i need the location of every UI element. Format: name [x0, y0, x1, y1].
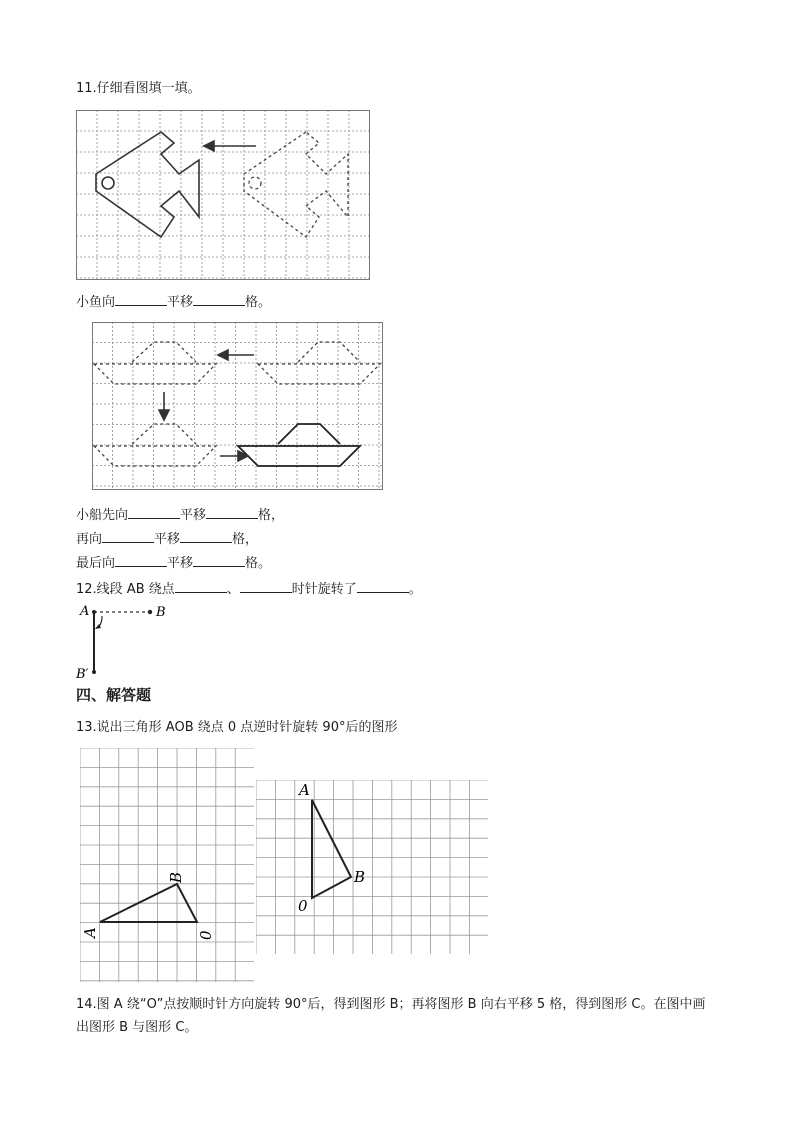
label-b-prime: B′ [76, 667, 89, 682]
answer-blank[interactable] [206, 506, 258, 519]
tri1-label-a: A [81, 927, 99, 938]
tri1-label-b: B [167, 871, 185, 883]
q11-title: 11.仔细看图填一填。 [76, 81, 201, 96]
tri2-label-o: 0 [298, 897, 308, 915]
triangle-right-grid [256, 780, 488, 954]
answer-blank[interactable] [180, 530, 232, 543]
fish-answer-line: 小鱼向 平移 格。 [76, 295, 272, 310]
q13-title: 13.说出三角形 AOB 绕点 0 点逆时针旋转 90°后的图形 [76, 720, 398, 735]
answer-blank[interactable] [128, 506, 180, 519]
dashed-fish [244, 132, 348, 237]
answer-blank[interactable] [357, 580, 409, 593]
boat-answer-line-2: 再向 平移 格， [76, 532, 259, 547]
q14-line-1: 14.图 A 绕“O”点按顺时针方向旋转 90°后，得到图形 B；再将图形 B 向右平移 5 格，得到图形 C。在图中画 [76, 997, 706, 1012]
label-b: B [156, 605, 166, 620]
answer-blank[interactable] [240, 580, 292, 593]
boat-answer-line-1: 小船先向 平移 格， [76, 508, 285, 523]
q12-question: 12.线段 AB 绕点 、 时针旋转了 。 [76, 582, 422, 597]
answer-blank[interactable] [102, 530, 154, 543]
triangle-left-grid [80, 748, 254, 982]
solid-fish [96, 132, 199, 237]
left-arrow-icon [218, 350, 254, 360]
answer-blank[interactable] [115, 554, 167, 567]
boat-answer-line-3: 最后向 平移 格。 [76, 556, 272, 571]
answer-blank[interactable] [115, 293, 167, 306]
answer-blank[interactable] [193, 293, 245, 306]
left-arrow-icon [204, 141, 256, 151]
segment-rotation-figure [72, 600, 182, 682]
answer-blank[interactable] [193, 554, 245, 567]
boat-translation-figure [92, 322, 383, 490]
fish-translation-figure [76, 110, 370, 280]
down-arrow-icon [159, 392, 169, 420]
tri1-label-o: 0 [197, 930, 215, 940]
label-a: A [80, 604, 90, 619]
tri2-label-b: B [354, 868, 366, 886]
answer-blank[interactable] [175, 580, 227, 593]
tri2-label-a: A [299, 781, 310, 799]
q14-line-2: 出图形 B 与图形 C。 [76, 1020, 198, 1035]
section-heading: 四、解答题 [76, 686, 152, 704]
